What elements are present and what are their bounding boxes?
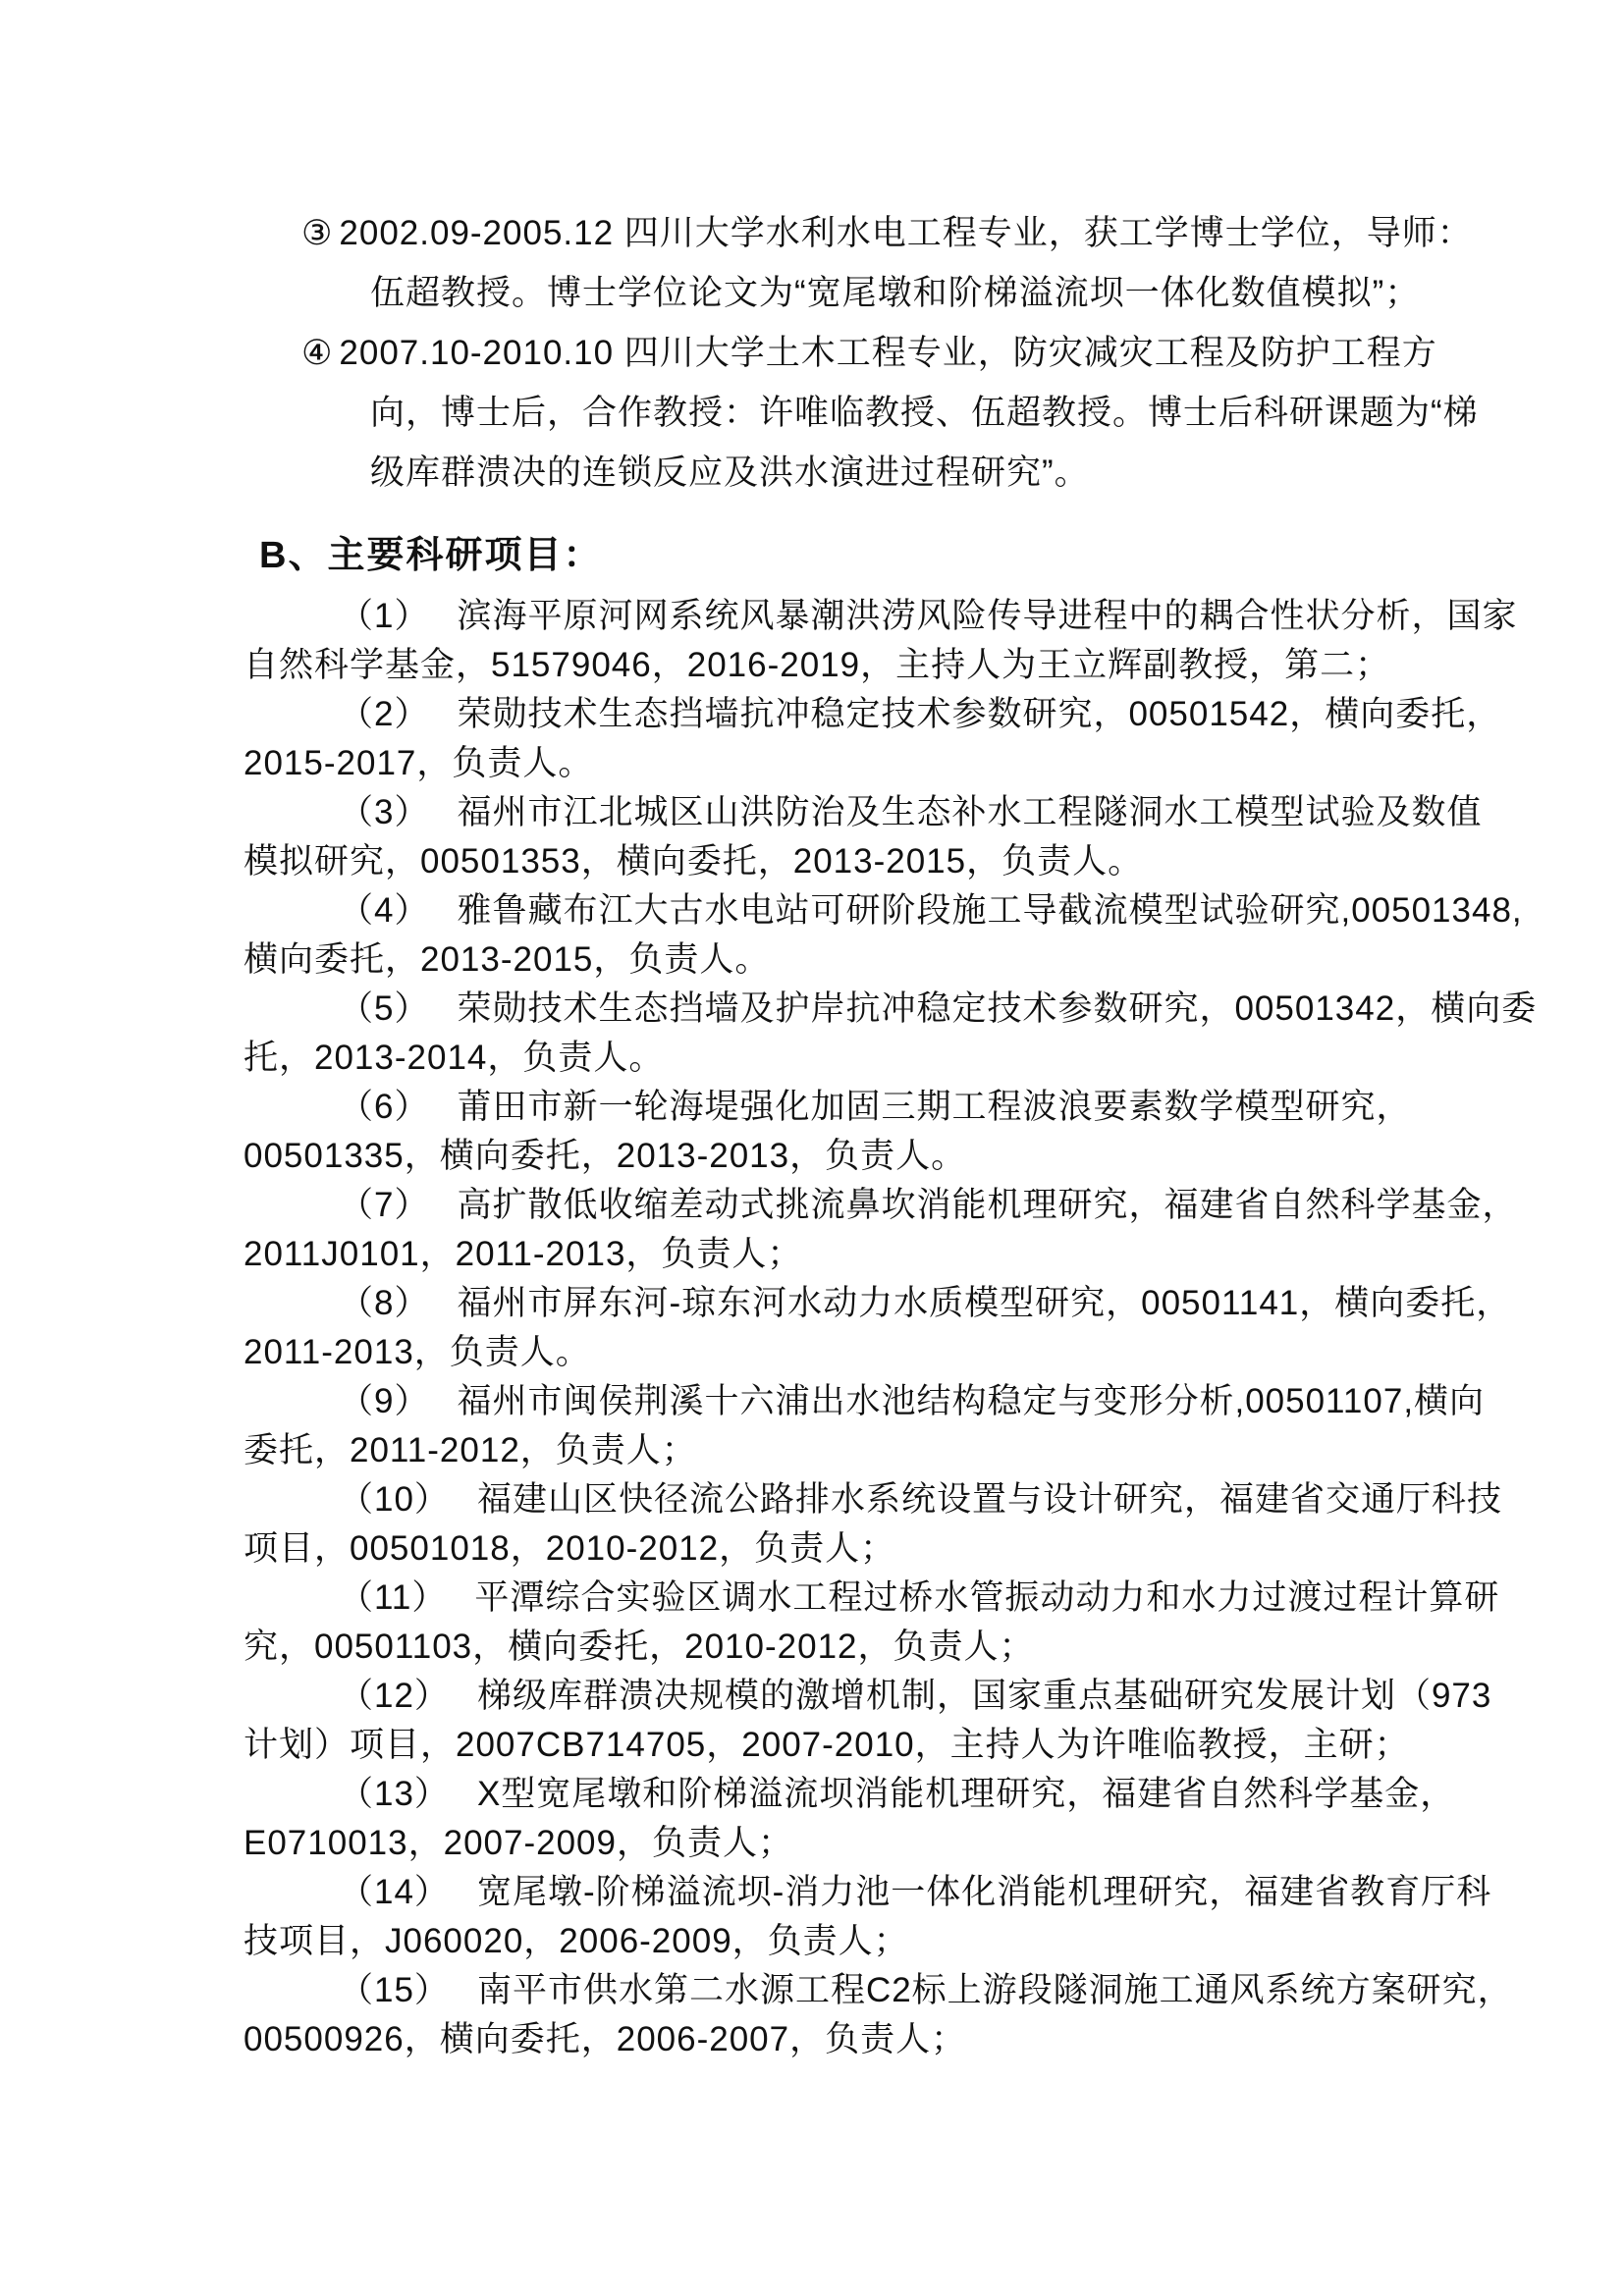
- project-item-11: [244, 1574, 1500, 1672]
- project-7-line-2: 2011J0101，2011-2013，负责人；: [244, 1235, 803, 1273]
- text-line: [301, 323, 1529, 383]
- text-line: [244, 788, 1483, 837]
- project-10-line-1: 福建山区快径流公路排水系统设置与设计研究，福建省交通厅科技: [476, 1480, 1502, 1519]
- project-13-line-1: X型宽尾墩和阶梯溢流坝消能机理研究，福建省自然科学基金，: [476, 1775, 1456, 1813]
- project-12-line-2: 计划）项目，2007CB714705，2007-2010，主持人为许唯临教授，主研；: [244, 1726, 1410, 1764]
- project-7-line-1: 高扩散低收缩差动式挑流鼻坎消能机理研究，福建省自然科学基金，: [457, 1186, 1518, 1224]
- projects-list: [244, 592, 1538, 2064]
- text-line: [244, 886, 1523, 935]
- project-item-13: [244, 1770, 1456, 1868]
- project-11-line-1: 平潭综合实验区调水工程过桥水管振动动力和水力过渡过程计算研: [474, 1578, 1500, 1617]
- text-line: [244, 592, 1518, 641]
- education-item-4: [244, 323, 1529, 503]
- text-line: [244, 1475, 1502, 1524]
- circled-number-3-marker: ③: [301, 214, 334, 252]
- section-b-heading: B、主要科研项目：: [259, 535, 603, 576]
- project-3-label: （3）: [339, 793, 430, 831]
- project-1-line-1: 滨海平原河网系统风暴潮洪涝风险传导进程中的耦合性状分析，国家: [457, 597, 1518, 635]
- project-13-line-2: E0710013，2007-2009，负责人；: [244, 1824, 793, 1862]
- project-7-label: （7）: [339, 1186, 430, 1224]
- project-item-5: [244, 985, 1538, 1083]
- circled-number-4-marker: ④: [301, 334, 334, 372]
- education-item-4-line-2: 向，博士后，合作教授：许唯临教授、伍超教授。博士后科研课题为“梯: [370, 394, 1479, 432]
- text-line: [244, 1966, 1513, 2015]
- project-11-label: （11）: [339, 1578, 448, 1617]
- text-line: [301, 203, 1529, 263]
- education-item-3-line-2: 伍超教授。博士学位论文为“宽尾墩和阶梯溢流坝一体化数值模拟”；: [370, 274, 1421, 312]
- project-item-9: [244, 1377, 1486, 1475]
- project-15-line-2: 00500926，横向委托，2006-2007，负责人；: [244, 2020, 967, 2058]
- text-line: [244, 1083, 1412, 1132]
- project-item-15: [244, 1966, 1513, 2064]
- project-8-line-2: 2011-2013，负责人。: [244, 1333, 591, 1371]
- project-item-4: [244, 886, 1523, 985]
- education-item-3-line-1: 2002.09-2005.12 四川大学水利水电工程专业，获工学博士学位，导师：: [339, 214, 1473, 252]
- project-12-line-1: 梯级库群溃决规模的激增机制，国家重点基础研究发展计划（973: [476, 1677, 1492, 1715]
- project-15-label: （15）: [339, 1971, 450, 2009]
- project-4-label: （4）: [339, 891, 430, 930]
- text-line: [244, 1770, 1456, 1819]
- project-10-line-2: 项目，00501018，2010-2012，负责人；: [244, 1529, 896, 1568]
- text-line: [244, 1279, 1512, 1328]
- project-item-12: [244, 1672, 1492, 1770]
- project-9-label: （9）: [339, 1382, 430, 1420]
- project-item-3: [244, 788, 1483, 886]
- project-4-line-2: 横向委托，2013-2015，负责人。: [244, 940, 771, 979]
- project-3-line-1: 福州市江北城区山洪防治及生态补水工程隧洞水工模型试验及数值: [457, 793, 1483, 831]
- project-6-line-2: 00501335，横向委托，2013-2013，负责人。: [244, 1137, 967, 1175]
- text-line: [244, 1574, 1500, 1623]
- education-item-3: [244, 203, 1529, 323]
- project-1-label: （1）: [339, 597, 430, 635]
- text-line: [244, 1868, 1492, 1917]
- project-5-line-2: 托，2013-2014，负责人。: [244, 1039, 665, 1077]
- project-2-line-2: 2015-2017，负责人。: [244, 744, 594, 782]
- project-4-line-1: 雅鲁藏布江大古水电站可研阶段施工导截流模型试验研究,00501348,: [457, 891, 1523, 930]
- project-12-label: （12）: [339, 1677, 450, 1715]
- project-5-line-1: 荣勋技术生态挡墙及护岸抗冲稳定技术参数研究，00501342，横向委: [457, 989, 1538, 1028]
- project-10-label: （10）: [339, 1480, 450, 1519]
- project-9-line-1: 福州市闽侯荆溪十六浦出水池结构稳定与变形分析,00501107,横向: [457, 1382, 1486, 1420]
- education-item-4-line-3: 级库群溃决的连锁反应及洪水演进过程研究”。: [370, 454, 1090, 492]
- project-14-line-2: 技项目，J060020，2006-2009，负责人；: [244, 1922, 909, 1960]
- project-15-line-1: 南平市供水第二水源工程C2标上游段隧洞施工通风系统方案研究，: [476, 1971, 1513, 2009]
- project-2-label: （2）: [339, 695, 430, 733]
- project-6-label: （6）: [339, 1088, 430, 1126]
- text-line: [244, 985, 1538, 1034]
- project-2-line-1: 荣勋技术生态挡墙抗冲稳定技术参数研究，00501542，横向委托，: [457, 695, 1502, 733]
- project-8-line-1: 福州市屏东河-琼东河水动力水质模型研究，00501141，横向委托，: [457, 1284, 1512, 1322]
- project-14-line-1: 宽尾墩-阶梯溢流坝-消力池一体化消能机理研究，福建省教育厅科: [476, 1873, 1492, 1911]
- text-line: [244, 1672, 1492, 1721]
- project-item-6: [244, 1083, 1412, 1181]
- education-item-4-line-1: 2007.10-2010.10 四川大学土木工程专业，防灾减灾工程及防护工程方: [339, 334, 1437, 372]
- project-3-line-2: 模拟研究，00501353，横向委托，2013-2015，负责人。: [244, 842, 1144, 881]
- project-item-14: [244, 1868, 1492, 1966]
- project-9-line-2: 委托，2011-2012，负责人；: [244, 1431, 697, 1469]
- project-item-2: [244, 690, 1502, 788]
- project-item-1: [244, 592, 1518, 690]
- project-5-label: （5）: [339, 989, 430, 1028]
- project-8-label: （8）: [339, 1284, 430, 1322]
- project-6-line-1: 莆田市新一轮海堤强化加固三期工程波浪要素数学模型研究，: [457, 1088, 1412, 1126]
- project-item-10: [244, 1475, 1502, 1574]
- text-line: [244, 1181, 1518, 1230]
- project-11-line-2: 究，00501103，横向委托，2010-2012，负责人；: [244, 1628, 1035, 1666]
- project-item-7: [244, 1181, 1518, 1279]
- project-1-line-2: 自然科学基金，51579046，2016-2019，主持人为王立辉副教授，第二；: [244, 646, 1391, 684]
- project-14-label: （14）: [339, 1873, 450, 1911]
- project-13-label: （13）: [339, 1775, 450, 1813]
- project-item-8: [244, 1279, 1512, 1377]
- text-line: [244, 690, 1502, 739]
- text-line: [244, 1377, 1486, 1426]
